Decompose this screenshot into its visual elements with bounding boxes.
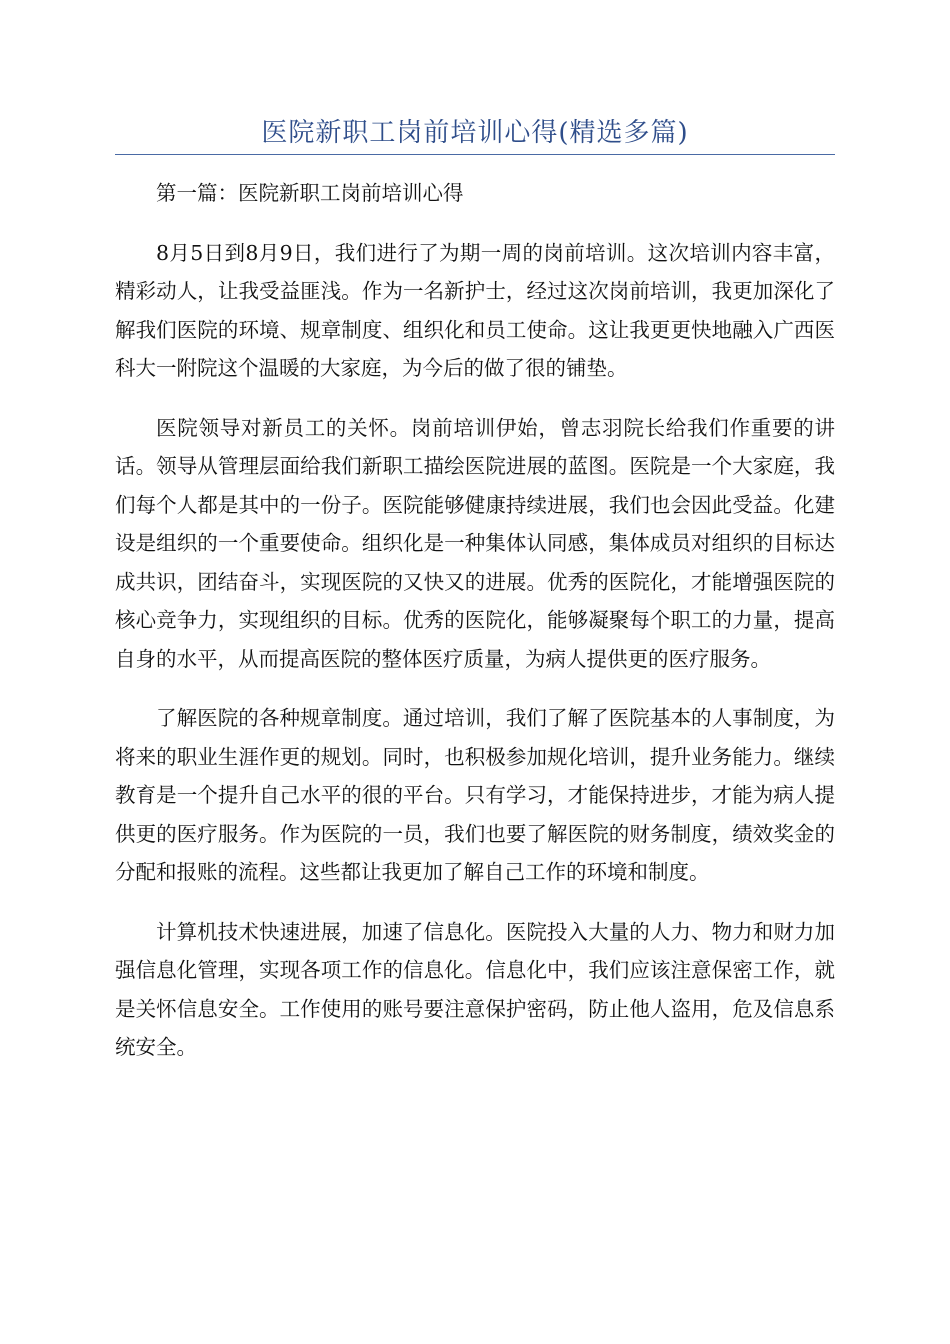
section-heading: 第一篇：医院新职工岗前培训心得 xyxy=(156,181,464,205)
paragraph-1: 8月5日到8月9日，我们进行了为期一周的岗前培训。这次培训内容丰富，精彩动人，让我受益匪浅。作为一名新护士，经过这次岗前培训，我更加深化了解我们医院的环境、规章制度、组织化和员工使命。这让我更更快地融入广西医科大一附院这个温暖的大家庭，为今后的做了很的铺垫。 xyxy=(115,240,835,380)
document-title: 医院新职工岗前培训心得(精选多篇) xyxy=(261,118,689,148)
paragraph-3: 了解医院的各种规章制度。通过培训，我们了解了医院基本的人事制度，为将来的职业生涯作更的规划。同时，也积极参加规化培训，提升业务能力。继续教育是一个提升自己水平的很的平台。只有学习，才能保持进步，才能为病人提供更的医疗服务。作为医院的一员，我们也要了解医院的财务制度，绩效奖金的分配和报账的流程。这些都让我更加了解自己工作的环境和制度。 xyxy=(115,706,835,884)
document-body xyxy=(115,174,835,1088)
title-underline xyxy=(115,154,835,155)
paragraph-4: 计算机技术快速进展，加速了信息化。医院投入大量的人力、物力和财力加强信息化管理，实现各项工作的信息化。信息化中，我们应该注意保密工作，就是关怀信息安全。工作使用的账号要注意保护密码，防止他人盗用，危及信息系统安全。 xyxy=(115,919,835,1059)
paragraph-2: 医院领导对新员工的关怀。岗前培训伊始，曾志羽院长给我们作重要的讲话。领导从管理层面给我们新职工描绘医院进展的蓝图。医院是一个大家庭，我们每个人都是其中的一份子。医院能够健康持续进展，我们也会因此受益。化建设是组织的一个重要使命。组织化是一种集体认同感，集体成员对组织的目标达成共识，团结奋斗，实现医院的又快又的进展。优秀的医院化，才能增强医院的核心竞争力，实现组织的目标。优秀的医院化，能够凝聚每个职工的力量，提高自身的水平，从而提高医院的整体医疗质量，为病人提供更的医疗服务。 xyxy=(115,415,835,671)
